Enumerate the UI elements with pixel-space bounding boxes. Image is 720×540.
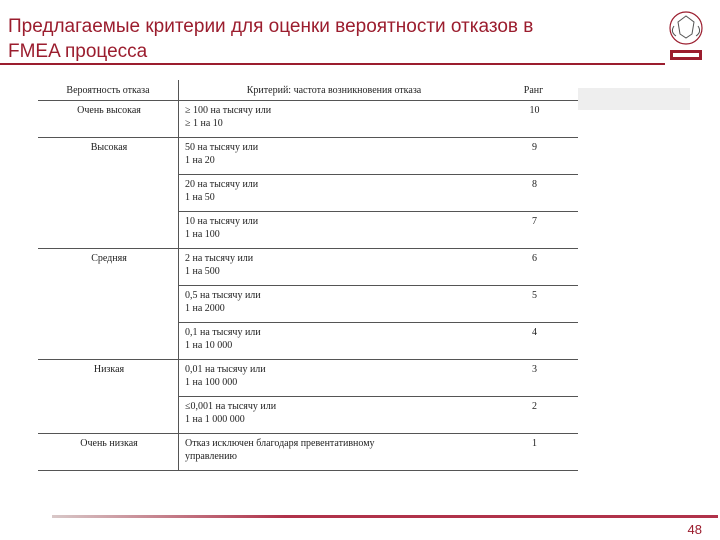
table-row (38, 212, 578, 249)
rank-cell: 10 (489, 101, 578, 138)
criterion-line: ≤0,001 на тысячу или (185, 401, 277, 412)
rank-cell: 9 (489, 138, 578, 175)
probability-cell (38, 397, 179, 434)
rank-cell: 3 (489, 360, 578, 397)
table-row (38, 286, 578, 323)
background-bar (578, 88, 690, 110)
criterion-line: 20 на тысячу или (185, 179, 259, 190)
probability-cell: Средняя (38, 249, 179, 286)
criterion-line: 1 на 1 000 000 (185, 414, 245, 425)
header-probability: Вероятность отказа (38, 80, 179, 101)
criterion-cell (179, 175, 490, 212)
criterion-cell (179, 360, 490, 397)
criterion-line: Отказ исключен благодаря превентативному (185, 438, 375, 449)
rank-cell: 2 (489, 397, 578, 434)
criterion-line: 1 на 500 (185, 266, 220, 277)
failure-probability-table (38, 80, 578, 471)
rank-cell: 1 (489, 434, 578, 471)
criterion-line: ≥ 1 на 10 (185, 118, 223, 129)
slide-title-line2: FMEA процесса (8, 41, 148, 62)
criterion-cell (179, 101, 490, 138)
criterion-line: 10 на тысячу или (185, 216, 259, 227)
criterion-line: 1 на 10 000 (185, 340, 233, 351)
criterion-line: управлению (185, 451, 237, 462)
table-row (38, 175, 578, 212)
probability-cell (38, 175, 179, 212)
probability-cell (38, 286, 179, 323)
criterion-cell (179, 434, 490, 471)
table-row (38, 101, 578, 138)
criterion-cell (179, 323, 490, 360)
criterion-line: 1 на 100 000 (185, 377, 238, 388)
criterion-cell (179, 397, 490, 434)
criterion-line: 0,1 на тысячу или (185, 327, 261, 338)
emblem-logo-icon (664, 8, 708, 66)
slide-title-line1: Предлагаемые критерии для оценки вероятности отказов в (8, 16, 534, 37)
rank-cell: 6 (489, 249, 578, 286)
table-row (38, 397, 578, 434)
rank-cell: 4 (489, 323, 578, 360)
table-row (38, 434, 578, 471)
header-criterion: Критерий: частота возникновения отказа (179, 80, 490, 101)
criterion-line: 0,5 на тысячу или (185, 290, 261, 301)
criterion-line: 1 на 50 (185, 192, 215, 203)
table-row (38, 323, 578, 360)
rank-cell: 8 (489, 175, 578, 212)
criterion-cell (179, 286, 490, 323)
criterion-line: 50 на тысячу или (185, 142, 259, 153)
table-row (38, 249, 578, 286)
probability-cell: Очень низкая (38, 434, 179, 471)
probability-cell (38, 323, 179, 360)
probability-cell: Низкая (38, 360, 179, 397)
criterion-line: 2 на тысячу или (185, 253, 254, 264)
criterion-line: 1 на 2000 (185, 303, 225, 314)
footer-divider (52, 515, 718, 518)
criterion-cell (179, 212, 490, 249)
criterion-cell (179, 138, 490, 175)
criterion-line: 1 на 100 (185, 229, 220, 240)
rank-cell: 7 (489, 212, 578, 249)
criterion-line: 1 на 20 (185, 155, 215, 166)
probability-cell: Высокая (38, 138, 179, 175)
title-divider (0, 63, 665, 65)
slide-title (8, 14, 608, 64)
rank-cell: 5 (489, 286, 578, 323)
table-header-row (38, 80, 578, 101)
table-row (38, 138, 578, 175)
table-row (38, 360, 578, 397)
criterion-line: 0,01 на тысячу или (185, 364, 266, 375)
page-number: 48 (687, 522, 702, 537)
criterion-cell (179, 249, 490, 286)
probability-cell: Очень высокая (38, 101, 179, 138)
probability-cell (38, 212, 179, 249)
header-rank: Ранг (489, 80, 578, 101)
criterion-line: ≥ 100 на тысячу или (185, 105, 272, 116)
